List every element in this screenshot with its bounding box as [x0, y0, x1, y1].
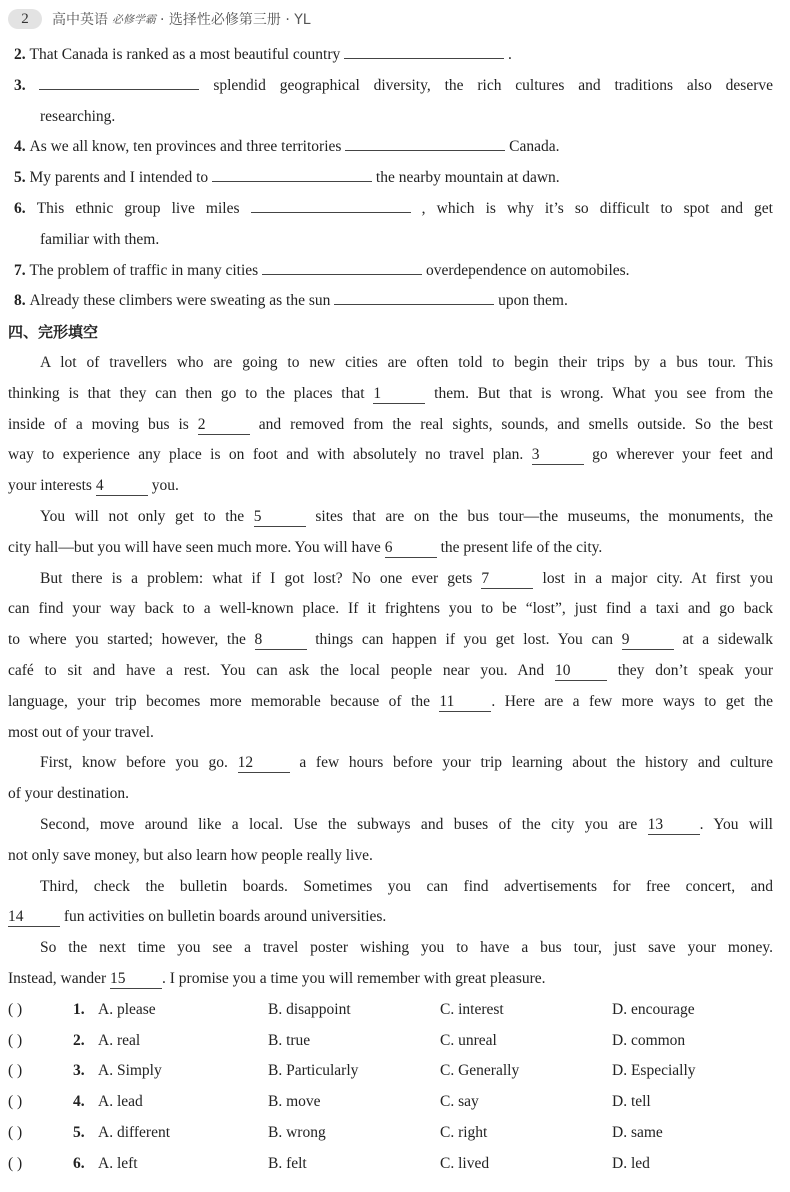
passage-text: you. — [147, 477, 179, 495]
answer-bracket[interactable]: ( ) — [8, 1154, 23, 1172]
passage-line — [8, 594, 773, 625]
sentence-text: splendid geographical diversity, the rich cultures and traditions also deserve — [199, 76, 773, 94]
sentence-continuation: researching. — [40, 107, 116, 125]
sentence-item — [8, 163, 773, 194]
sentence-text: As we all know, ten provinces and three territories — [29, 138, 346, 156]
answer-bracket[interactable]: ( ) — [8, 1123, 23, 1141]
cloze-blank[interactable]: 11 — [439, 693, 491, 712]
passage-line — [8, 810, 773, 841]
passage-line — [8, 348, 773, 379]
cloze-blank[interactable]: 8 — [255, 631, 307, 650]
cloze-blank[interactable]: 5 — [254, 508, 306, 527]
passage-text: lost in a major city. At first you — [533, 569, 773, 587]
answer-blank[interactable] — [212, 163, 372, 182]
passage-text: sites that are on the bus tour—the museums, the monuments, the — [305, 507, 773, 525]
option-d[interactable]: D. tell — [612, 1093, 651, 1111]
passage-line — [8, 533, 773, 564]
book-title: 高中英语 — [52, 12, 108, 28]
passage-text: You will not only get to the — [40, 507, 254, 525]
sentence-text: upon them. — [494, 292, 568, 310]
passage-line — [8, 379, 773, 410]
cloze-blank[interactable]: 15 — [110, 970, 162, 989]
passage-line — [8, 410, 773, 441]
option-c[interactable]: C. lived — [440, 1154, 490, 1172]
sentence-number: 5. — [14, 169, 30, 187]
answer-blank[interactable] — [251, 194, 411, 213]
option-d[interactable]: D. Especially — [612, 1062, 696, 1080]
series-logo: 必修学霸 — [112, 13, 156, 26]
passage-line — [8, 779, 773, 810]
option-b[interactable]: B. felt — [268, 1154, 307, 1172]
passage-text: city hall—but you will have seen much more. You will have — [8, 538, 385, 556]
passage-text: they don’t speak your — [606, 661, 773, 679]
answer-blank[interactable] — [345, 132, 505, 151]
passage-line — [8, 902, 773, 933]
passage-text: . You will — [699, 815, 773, 833]
option-a[interactable]: A. real — [98, 1031, 141, 1049]
sentence-number: 6. — [14, 199, 37, 217]
passage-text: and removed from the real sights, sounds, and smells outside. So the best — [249, 415, 773, 433]
cloze-blank[interactable]: 3 — [532, 446, 584, 465]
question-row — [8, 995, 773, 1026]
option-a[interactable]: A. lead — [98, 1093, 143, 1111]
question-number: 5. — [73, 1123, 85, 1141]
passage-text: go wherever your feet and — [583, 446, 773, 464]
option-b[interactable]: B. true — [268, 1031, 311, 1049]
passage-line — [8, 656, 773, 687]
question-number: 1. — [73, 1000, 85, 1018]
page-header — [8, 8, 311, 30]
cloze-blank[interactable]: 4 — [96, 477, 148, 496]
passage-text: most out of your travel. — [8, 723, 154, 741]
passage-line — [8, 471, 773, 502]
option-c[interactable]: C. interest — [440, 1000, 504, 1018]
passage-line — [8, 687, 773, 718]
option-b[interactable]: B. Particularly — [268, 1062, 359, 1080]
passage-text: language, your trip becomes more memorable because of the — [8, 692, 440, 710]
passage-line — [8, 440, 773, 471]
passage-text: Instead, wander — [8, 969, 110, 987]
passage-text: Third, check the bulletin boards. Sometimes you can find advertisements for free concert, and — [40, 877, 773, 895]
sentence-text: Canada. — [505, 138, 560, 156]
page-number: 2 — [8, 9, 42, 29]
option-d[interactable]: D. same — [612, 1123, 663, 1141]
passage-text: things can happen if you get lost. You can — [306, 631, 622, 649]
cloze-blank[interactable]: 6 — [385, 539, 437, 558]
option-a[interactable]: A. different — [98, 1123, 171, 1141]
passage-text: fun activities on bulletin boards around universities. — [60, 908, 387, 926]
answer-blank[interactable] — [262, 256, 422, 275]
answer-blank[interactable] — [39, 71, 199, 90]
sentence-text: That Canada is ranked as a most beautiful country — [29, 46, 345, 63]
question-row — [8, 1056, 773, 1087]
passage-text: not only save money, but also learn how people really live. — [8, 846, 373, 864]
answer-bracket[interactable]: ( ) — [8, 1000, 23, 1018]
passage-text: A lot of travellers who are going to new cities are often told to begin their trips by a bus tour. This — [40, 353, 773, 371]
cloze-blank[interactable]: 14 — [8, 908, 60, 927]
sentence-text: My parents and I intended to — [29, 169, 213, 187]
sentence-number: 8. — [14, 292, 30, 310]
passage-line — [8, 933, 773, 964]
sentence-text: . — [504, 46, 512, 63]
passage-text: your interests — [8, 477, 96, 495]
option-c[interactable]: C. right — [440, 1123, 488, 1141]
passage-line — [8, 872, 773, 903]
passage-line — [8, 564, 773, 595]
sentence-item — [8, 40, 773, 71]
passage-text: . Here are a few more ways to get the — [491, 692, 774, 710]
passage-text: inside of a moving bus is — [8, 415, 198, 433]
passage-text: . I promise you a time you will remember with great pleasure. — [162, 969, 546, 987]
passage-line — [8, 964, 773, 995]
sentence-number: 4. — [14, 138, 30, 156]
question-number: 2. — [73, 1031, 85, 1049]
passage-text: But there is a problem: what if I got lost? No one ever gets — [40, 569, 482, 587]
passage-text: them. But that is wrong. What you see from the — [425, 384, 774, 402]
option-d[interactable]: D. encourage — [612, 1000, 695, 1018]
cloze-blank[interactable]: 7 — [481, 570, 533, 589]
passage-text: a few hours before your trip learning about the history and culture — [289, 754, 774, 772]
sentence-text: The problem of traffic in many cities — [29, 261, 263, 279]
option-c[interactable]: C. Generally — [440, 1062, 520, 1080]
option-b[interactable]: B. disappoint — [268, 1000, 351, 1018]
passage-line — [8, 625, 773, 656]
section-title: 四、完形填空 — [8, 323, 99, 342]
question-row — [8, 1118, 773, 1149]
sentence-text: , which is why it’s so difficult to spot and get — [410, 199, 773, 217]
passage-text: to where you started; however, the — [8, 631, 255, 649]
question-row — [8, 1087, 773, 1118]
sentence-item — [8, 132, 773, 163]
option-b[interactable]: B. move — [268, 1093, 321, 1111]
answer-blank[interactable] — [344, 40, 504, 59]
sentence-continuation: familiar with them. — [40, 230, 160, 248]
passage-line — [8, 748, 773, 779]
cloze-blank[interactable]: 12 — [238, 754, 290, 773]
question-number: 3. — [73, 1062, 85, 1080]
sentence-text: Already these climbers were sweating as the sun — [29, 292, 335, 310]
cloze-blank[interactable]: 1 — [373, 385, 425, 404]
passage-line — [8, 841, 773, 872]
sentence-item — [8, 194, 773, 225]
sentence-text: overdependence on automobiles. — [422, 261, 630, 279]
sentence-item — [8, 71, 773, 102]
sentence-number: 3. — [14, 76, 40, 94]
cloze-blank[interactable]: 2 — [198, 416, 250, 435]
passage-text: Second, move around like a local. Use the subways and buses of the city you are — [40, 815, 648, 833]
sentence-number: 2. — [14, 46, 30, 63]
answer-bracket[interactable]: ( ) — [8, 1062, 23, 1080]
option-a[interactable]: A. please — [98, 1000, 156, 1018]
option-c[interactable]: C. unreal — [440, 1031, 497, 1049]
question-row — [8, 1149, 773, 1180]
option-c[interactable]: C. say — [440, 1093, 479, 1111]
question-row — [8, 1026, 773, 1057]
book-subtitle: · 选择性必修第三册 · YL — [160, 12, 311, 28]
passage-text: First, know before you go. — [40, 754, 238, 772]
passage-text: café to sit and have a rest. You can ask the local people near you. And — [8, 661, 555, 679]
answer-blank[interactable] — [334, 286, 494, 305]
option-b[interactable]: B. wrong — [268, 1123, 326, 1141]
option-d[interactable]: D. led — [612, 1154, 650, 1172]
sentence-text: the nearby mountain at dawn. — [372, 169, 560, 187]
option-a[interactable]: A. Simply — [98, 1062, 162, 1080]
cloze-blank[interactable]: 10 — [555, 662, 607, 681]
cloze-blank[interactable]: 9 — [622, 631, 674, 650]
passage-text: of your destination. — [8, 785, 129, 803]
cloze-blank[interactable]: 13 — [648, 816, 700, 835]
option-a[interactable]: A. left — [98, 1154, 138, 1172]
passage-text: way to experience any place is on foot and with absolutely no travel plan. — [8, 446, 532, 464]
sentence-number: 7. — [14, 261, 30, 279]
sentence-item — [8, 286, 773, 317]
passage-text: the present life of the city. — [436, 538, 603, 556]
answer-bracket[interactable]: ( ) — [8, 1093, 23, 1111]
question-number: 6. — [73, 1154, 85, 1172]
passage-text: at a sidewalk — [673, 631, 773, 649]
sentence-item — [8, 256, 773, 287]
passage-text: So the next time you see a travel poster wishing you to have a bus tour, just save your money. — [40, 939, 773, 957]
option-d[interactable]: D. common — [612, 1031, 686, 1049]
passage-line — [8, 718, 773, 749]
passage-line — [8, 502, 773, 533]
worksheet-content — [8, 40, 773, 1179]
passage-text: thinking is that they can then go to the places that — [8, 384, 374, 402]
question-number: 4. — [73, 1093, 85, 1111]
answer-bracket[interactable]: ( ) — [8, 1031, 23, 1049]
passage-text: can find your way back to a well-known place. If it frightens you to be “lost”, just find a taxi and go back — [8, 600, 773, 618]
sentence-text: This ethnic group live miles — [36, 199, 251, 217]
